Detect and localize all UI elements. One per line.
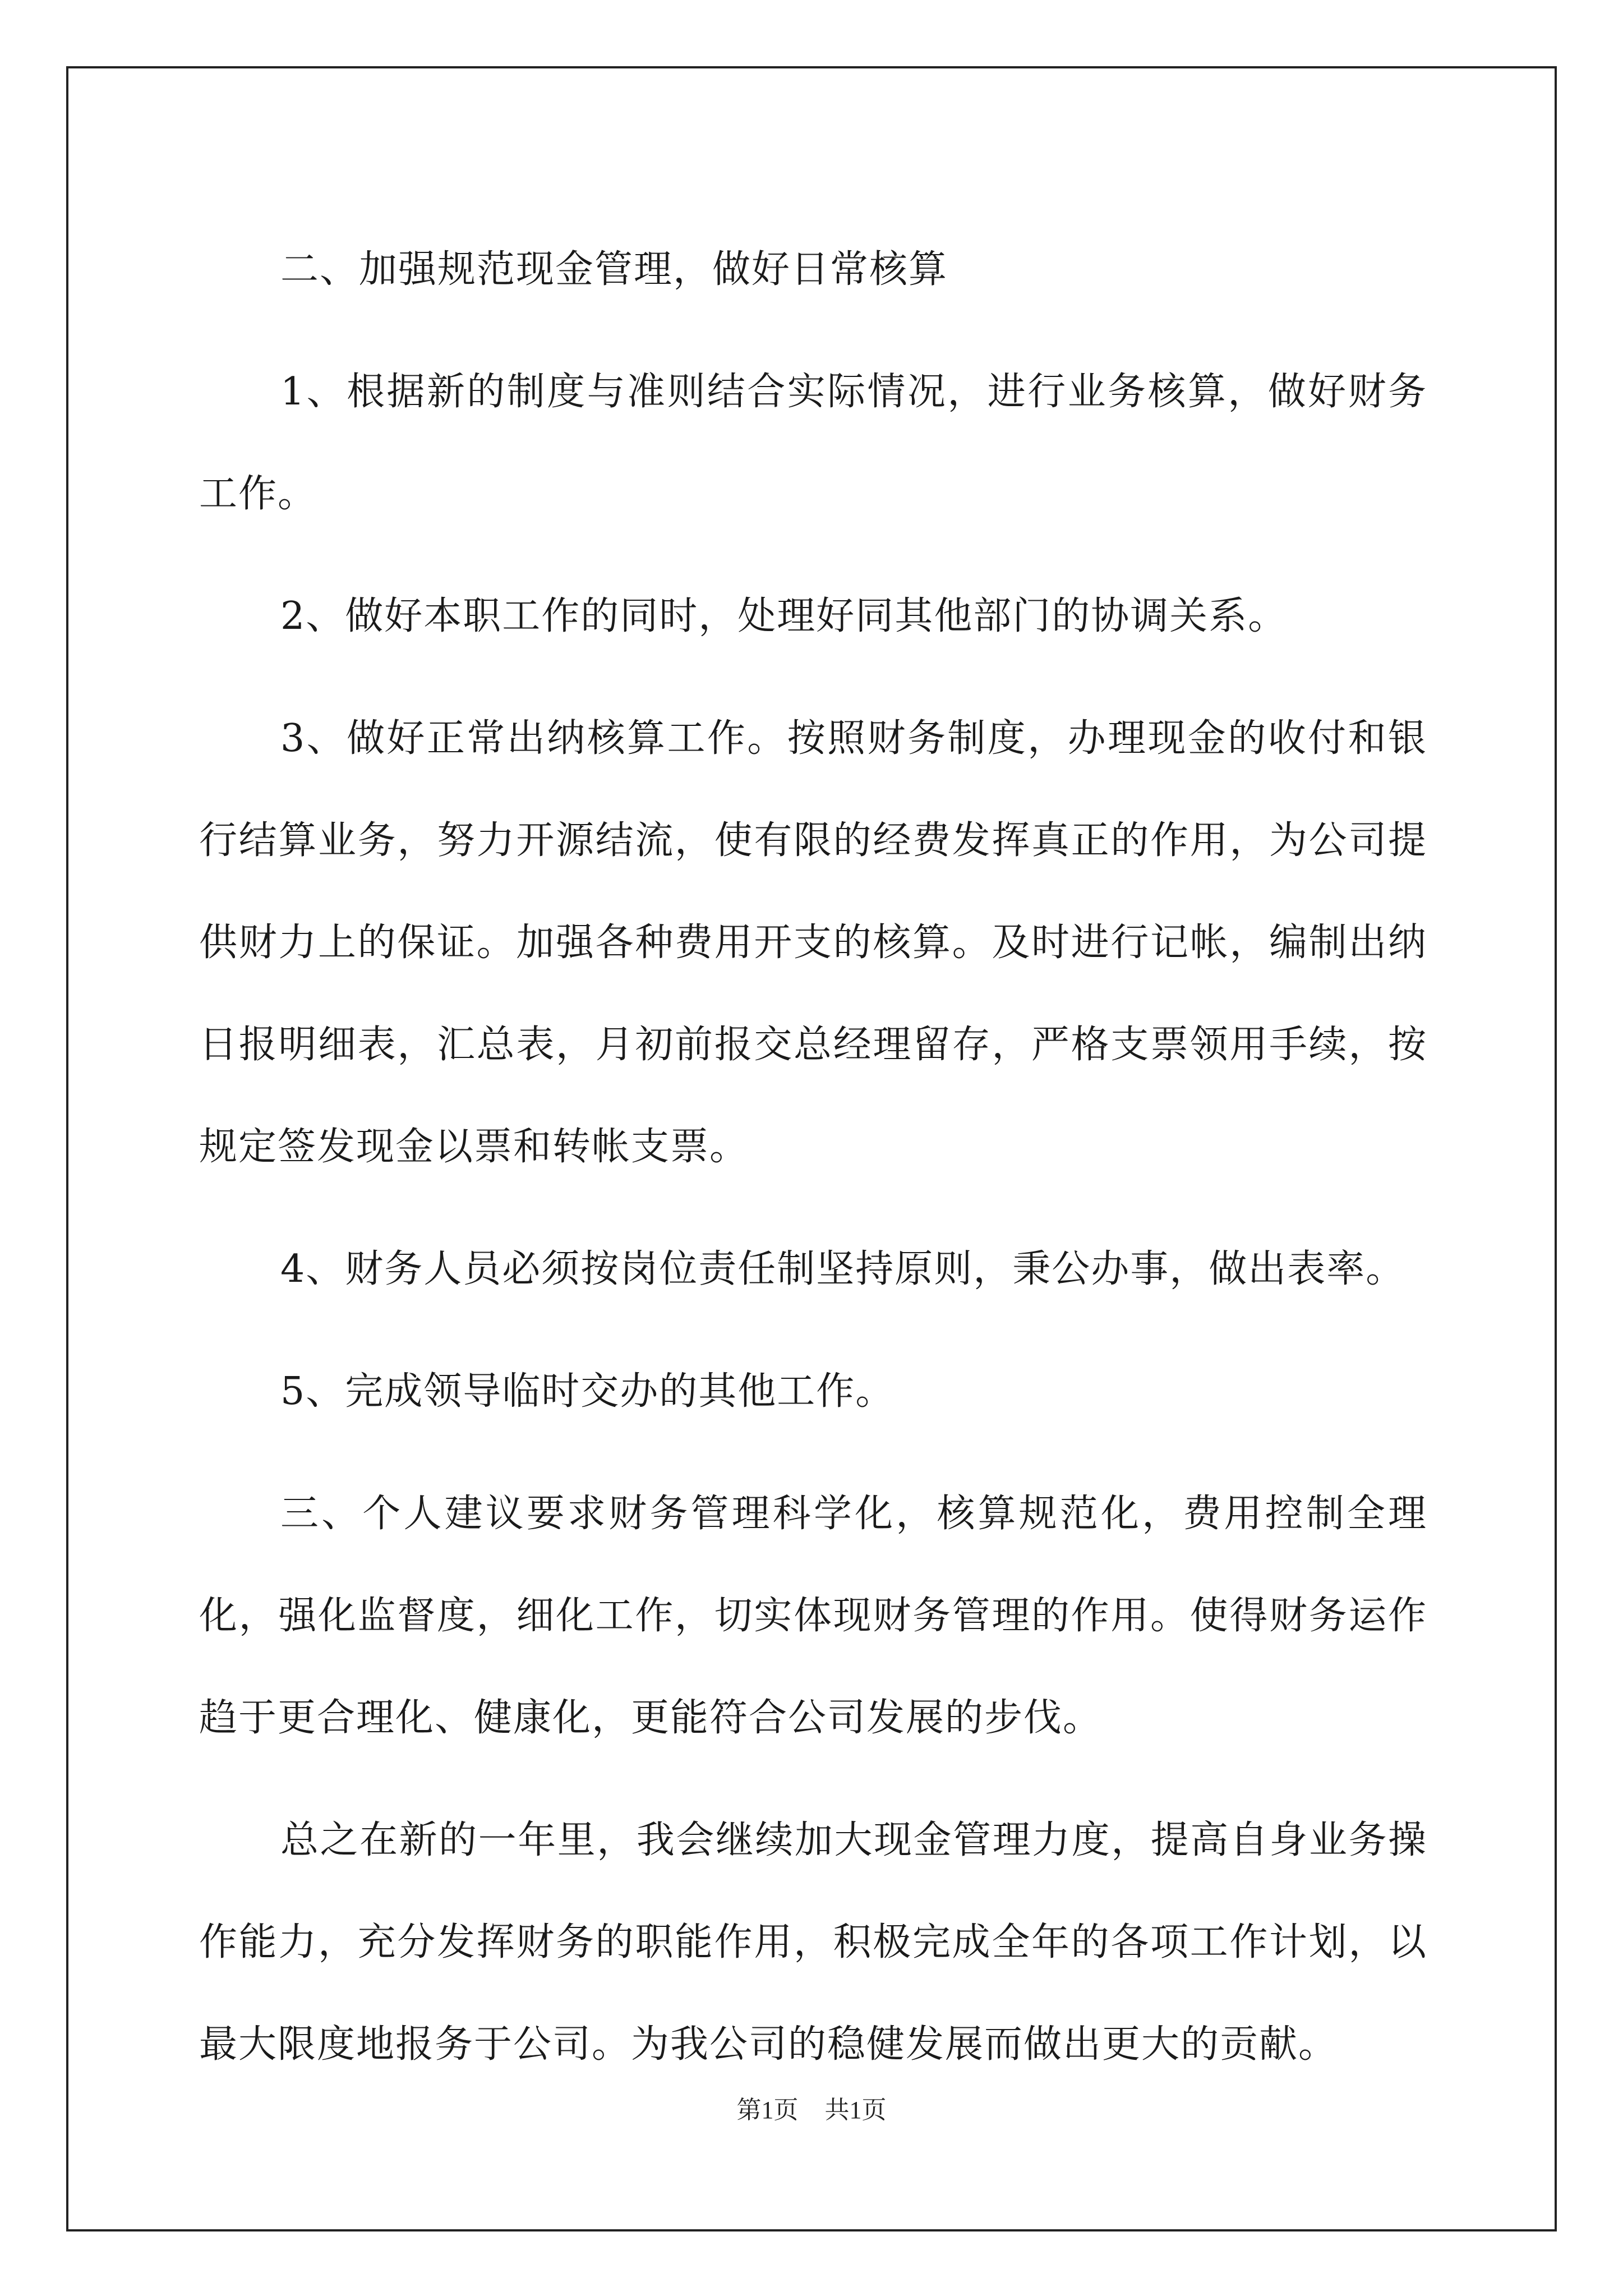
closing-paragraph: 总之在新的一年里，我会继续加大现金管理力度，提高自身业务操作能力，充分发挥财务的职能作用，积极完成全年的各项工作计划，以最大限度地报务于公司。为我公司的稳健发展而做出更大的贡献。 <box>199 1818 1427 2067</box>
list-item-1: 1、根据新的制度与准则结合实际情况，进行业务核算，做好财务工作。 <box>199 370 1427 516</box>
document-body <box>199 219 1427 2116</box>
page-number: 第1页 <box>736 2096 799 2124</box>
page-total: 共1页 <box>824 2096 887 2124</box>
list-item-4: 4、财务人员必须按岗位责任制坚持原则，秉公办事，做出表率。 <box>280 1247 1405 1291</box>
page-footer <box>0 2090 1623 2125</box>
list-item-3: 3、做好正常出纳核算工作。按照财务制度，办理现金的收付和银行结算业务，努力开源结流，使有限的经费发挥真正的作用，为公司提供财力上的保证。加强各种费用开支的核算。及时进行记帐，编制出纳日报明细表，汇总表，月初前报交总经理留存，严格支票领用手续，按规定签发现金以票和转帐支票。 <box>199 716 1427 1169</box>
section-heading-2: 二、加强规范现金管理，做好日常核算 <box>280 247 948 292</box>
list-item-2: 2、做好本职工作的同时，处理好同其他部门的协调关系。 <box>280 594 1288 638</box>
list-item-5: 5、完成领导临时交办的其他工作。 <box>280 1369 895 1414</box>
section-heading-3: 三、个人建议要求财务管理科学化，核算规范化，费用控制全理化，强化监督度，细化工作，切实体现财务管理的作用。使得财务运作趋于更合理化、健康化，更能符合公司发展的步伐。 <box>199 1492 1427 1740</box>
